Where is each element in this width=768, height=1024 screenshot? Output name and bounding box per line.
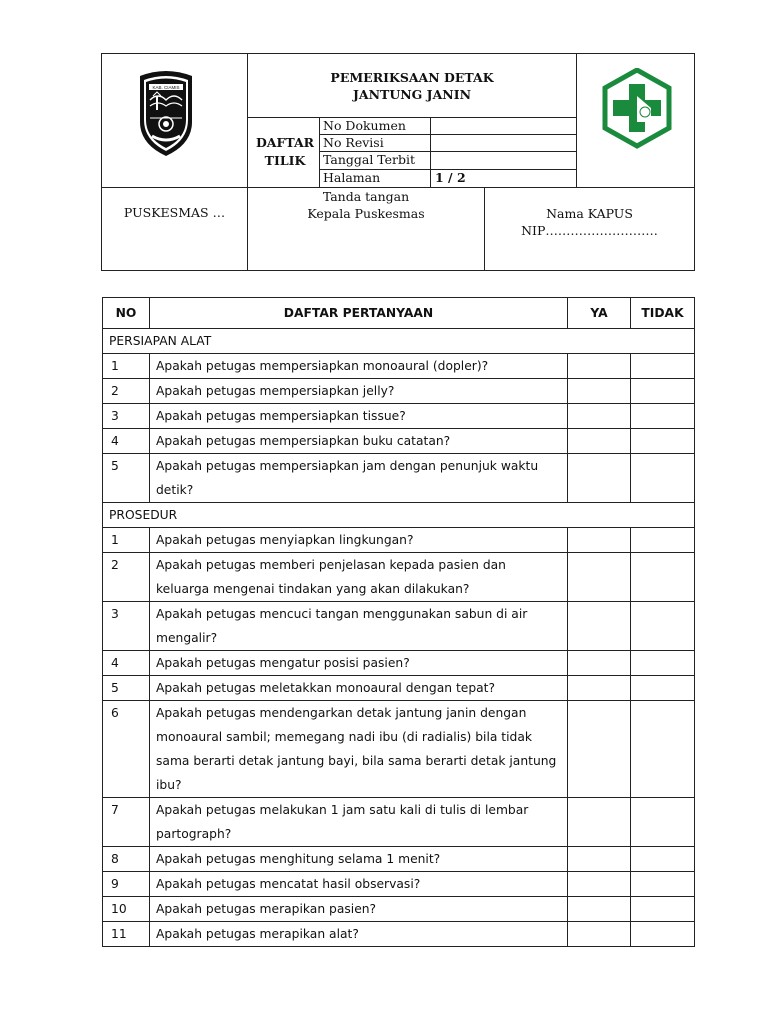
title-line-1: PEMERIKSAAN DETAK [330, 70, 494, 85]
document-type-label [249, 134, 321, 170]
row-number: 1 [103, 528, 150, 553]
ya-checkbox-cell[interactable] [568, 897, 631, 922]
ya-checkbox-cell[interactable] [568, 651, 631, 676]
kapus-nip: NIP……………………… [521, 223, 658, 238]
ya-checkbox-cell[interactable] [568, 701, 631, 798]
puskesmas-logo [601, 68, 673, 154]
row-number: 8 [103, 847, 150, 872]
row-number: 4 [103, 651, 150, 676]
ya-checkbox-cell[interactable] [568, 847, 631, 872]
row-number: 7 [103, 798, 150, 847]
tidak-checkbox-cell[interactable] [631, 651, 695, 676]
question-text: Apakah petugas mempersiapkan jam dengan penunjuk waktu detik? [150, 454, 568, 503]
ya-checkbox-cell[interactable] [568, 454, 631, 503]
section-persiapan-alat [103, 329, 695, 354]
table-row [103, 872, 695, 897]
question-text: Apakah petugas melakukan 1 jam satu kali di tulis di lembar partograph? [150, 798, 568, 847]
daftar-line-2: TILIK [264, 153, 306, 168]
section-label: PROSEDUR [103, 503, 695, 528]
question-text: Apakah petugas mengatur posisi pasien? [150, 651, 568, 676]
question-text: Apakah petugas menyiapkan lingkungan? [150, 528, 568, 553]
section-prosedur [103, 503, 695, 528]
ya-checkbox-cell[interactable] [568, 379, 631, 404]
row-number: 5 [103, 454, 150, 503]
question-text: Apakah petugas mempersiapkan monoaural (dopler)? [150, 354, 568, 379]
row-number: 3 [103, 404, 150, 429]
table-row [103, 528, 695, 553]
checklist-table [102, 297, 695, 947]
tidak-checkbox-cell[interactable] [631, 429, 695, 454]
title-line-2: JANTUNG JANIN [352, 87, 471, 102]
ya-checkbox-cell[interactable] [568, 922, 631, 947]
divider [430, 117, 431, 187]
question-text: Apakah petugas mencuci tangan menggunakan sabun di air mengalir? [150, 602, 568, 651]
table-row [103, 922, 695, 947]
table-row [103, 379, 695, 404]
meta-label-no-dokumen: No Dokumen [323, 118, 406, 133]
ya-checkbox-cell[interactable] [568, 872, 631, 897]
table-row [103, 429, 695, 454]
ya-checkbox-cell[interactable] [568, 676, 631, 701]
svg-text:KAB. CIAMIS: KAB. CIAMIS [152, 85, 180, 90]
tidak-checkbox-cell[interactable] [631, 454, 695, 503]
signature-line-1: Tanda tangan [322, 189, 410, 204]
kapus-info [485, 205, 694, 239]
document-title [249, 69, 575, 103]
row-number: 5 [103, 676, 150, 701]
question-text: Apakah petugas meletakkan monoaural dengan tepat? [150, 676, 568, 701]
question-text: Apakah petugas memberi penjelasan kepada pasien dan keluarga mengenai tindakan yang akan dilakukan? [150, 553, 568, 602]
tidak-checkbox-cell[interactable] [631, 404, 695, 429]
question-text: Apakah petugas mencatat hasil observasi? [150, 872, 568, 897]
col-header-question: DAFTAR PERTANYAAN [150, 298, 568, 329]
row-number: 9 [103, 872, 150, 897]
ya-checkbox-cell[interactable] [568, 602, 631, 651]
signature-line-2: Kepala Puskesmas [307, 206, 425, 221]
tidak-checkbox-cell[interactable] [631, 354, 695, 379]
tidak-checkbox-cell[interactable] [631, 701, 695, 798]
section-label: PERSIAPAN ALAT [103, 329, 695, 354]
question-text: Apakah petugas merapikan pasien? [150, 897, 568, 922]
question-text: Apakah petugas mempersiapkan buku catatan? [150, 429, 568, 454]
question-text: Apakah petugas mempersiapkan jelly? [150, 379, 568, 404]
meta-value-halaman: 1 / 2 [435, 170, 466, 185]
ya-checkbox-cell[interactable] [568, 429, 631, 454]
tidak-checkbox-cell[interactable] [631, 379, 695, 404]
table-row [103, 701, 695, 798]
tidak-checkbox-cell[interactable] [631, 847, 695, 872]
table-row [103, 602, 695, 651]
tidak-checkbox-cell[interactable] [631, 922, 695, 947]
table-row [103, 354, 695, 379]
puskesmas-name: PUSKESMAS … [123, 205, 226, 220]
question-text: Apakah petugas merapikan alat? [150, 922, 568, 947]
signature-label [248, 188, 484, 222]
row-number: 2 [103, 553, 150, 602]
table-row [103, 454, 695, 503]
tidak-checkbox-cell[interactable] [631, 602, 695, 651]
ya-checkbox-cell[interactable] [568, 528, 631, 553]
row-number: 4 [103, 429, 150, 454]
row-number: 2 [103, 379, 150, 404]
col-header-ya: YA [568, 298, 631, 329]
ya-checkbox-cell[interactable] [568, 798, 631, 847]
ya-checkbox-cell[interactable] [568, 404, 631, 429]
tidak-checkbox-cell[interactable] [631, 553, 695, 602]
regency-logo [136, 70, 196, 162]
table-header-row [103, 298, 695, 329]
table-row [103, 651, 695, 676]
question-text: Apakah petugas mempersiapkan tissue? [150, 404, 568, 429]
table-row [103, 798, 695, 847]
tidak-checkbox-cell[interactable] [631, 676, 695, 701]
ya-checkbox-cell[interactable] [568, 553, 631, 602]
question-text: Apakah petugas mendengarkan detak jantung janin dengan monoaural sambil; memegang nadi ibu (di radialis) bila tidak sama berarti detak jantung bayi, bila sama berarti detak jantung ibu? [150, 701, 568, 798]
col-header-no: NO [103, 298, 150, 329]
row-number: 3 [103, 602, 150, 651]
meta-label-no-revisi: No Revisi [323, 135, 384, 150]
tidak-checkbox-cell[interactable] [631, 528, 695, 553]
col-header-tidak: TIDAK [631, 298, 695, 329]
question-text: Apakah petugas menghitung selama 1 menit? [150, 847, 568, 872]
document-header [101, 53, 695, 271]
table-row [103, 404, 695, 429]
table-row [103, 553, 695, 602]
table-row [103, 897, 695, 922]
table-row [103, 676, 695, 701]
tidak-checkbox-cell[interactable] [631, 798, 695, 847]
row-number: 11 [103, 922, 150, 947]
daftar-line-1: DAFTAR [255, 135, 315, 150]
checklist-body [103, 329, 695, 947]
divider [247, 117, 576, 118]
divider [247, 54, 248, 270]
table-row [103, 847, 695, 872]
row-number: 6 [103, 701, 150, 798]
row-number: 10 [103, 897, 150, 922]
meta-label-halaman: Halaman [323, 170, 381, 185]
meta-label-tanggal-terbit: Tanggal Terbit [323, 152, 416, 167]
divider [576, 54, 577, 188]
ya-checkbox-cell[interactable] [568, 354, 631, 379]
tidak-checkbox-cell[interactable] [631, 897, 695, 922]
tidak-checkbox-cell[interactable] [631, 872, 695, 897]
kapus-name: Nama KAPUS [546, 206, 633, 221]
row-number: 1 [103, 354, 150, 379]
